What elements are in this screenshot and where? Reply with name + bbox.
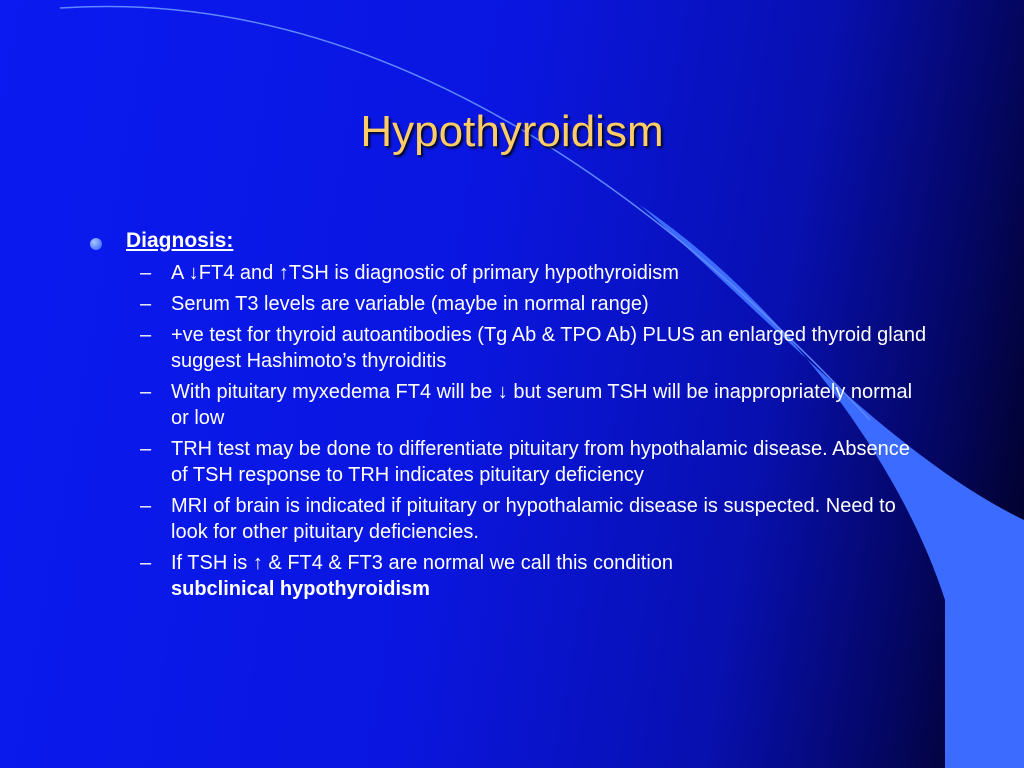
dash-icon: –	[140, 438, 152, 460]
list-item	[88, 493, 928, 545]
slide-body	[88, 226, 928, 607]
subclinical-term: subclinical hypothyroidism	[171, 578, 430, 600]
list-item	[88, 260, 928, 286]
list-item	[88, 379, 928, 431]
list-item	[88, 322, 928, 374]
dash-icon: –	[140, 324, 152, 346]
dash-icon: –	[140, 293, 152, 315]
dash-icon: –	[140, 262, 152, 284]
list-item	[88, 550, 928, 602]
list-item-text: If TSH is ↑ & FT4 & FT3 are normal we call this condition	[171, 552, 674, 574]
list-item-text: +ve test for thyroid autoantibodies (Tg Ab & TPO Ab) PLUS an enlarged thyroid gland suggest Hashimoto’s thyroiditis	[171, 324, 927, 372]
diagnosis-heading: Diagnosis:	[126, 229, 234, 252]
list-item-text: With pituitary myxedema FT4 will be ↓ but serum TSH will be inappropriately normal or low	[171, 381, 913, 429]
dash-icon: –	[140, 552, 152, 574]
list-item-text: Serum T3 levels are variable (maybe in normal range)	[171, 293, 649, 315]
list-item	[88, 291, 928, 317]
list-item-text: A ↓FT4 and ↑TSH is diagnostic of primary hypothyroidism	[171, 262, 679, 284]
dash-icon: –	[140, 381, 152, 403]
diagnosis-bullet	[88, 226, 928, 260]
dash-icon: –	[140, 495, 152, 517]
slide-title: Hypothyroidism	[360, 107, 664, 156]
list-item-text: TRH test may be done to differentiate pituitary from hypothalamic disease. Absence of TSH response to TRH indicates pituitary deficiency	[171, 438, 910, 486]
list-item-text: MRI of brain is indicated if pituitary or hypothalamic disease is suspected. Need to look for other pituitary deficiencies.	[171, 495, 896, 543]
diagnosis-sub-list	[88, 260, 928, 602]
list-item	[88, 436, 928, 488]
bullet-dot-icon	[90, 238, 102, 250]
